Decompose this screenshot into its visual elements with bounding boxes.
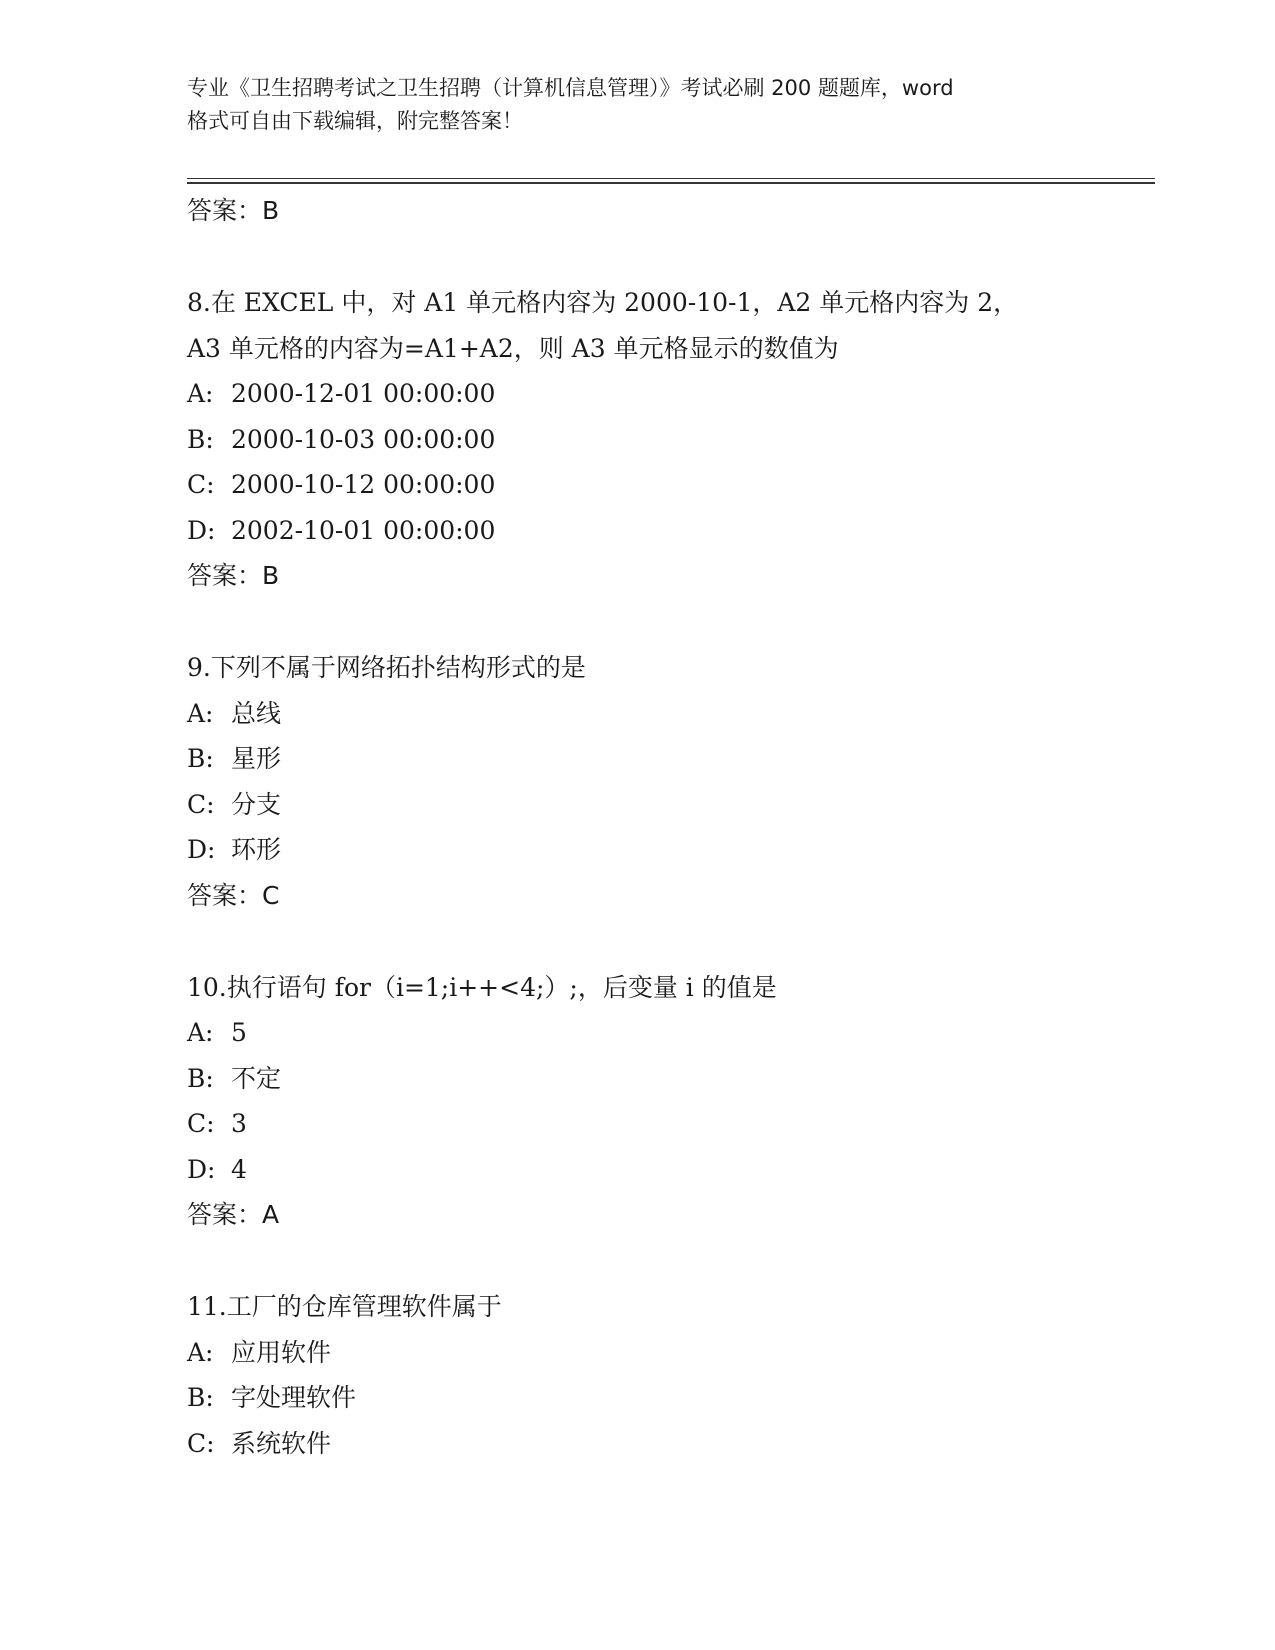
option-text: 环形 bbox=[231, 835, 282, 864]
option-label: A: bbox=[187, 1018, 214, 1047]
option-row bbox=[187, 1375, 1147, 1421]
previous-answer: 答案：B bbox=[187, 196, 280, 225]
option-row bbox=[187, 417, 1147, 463]
option-row bbox=[187, 371, 1147, 417]
option-label: A: bbox=[187, 379, 214, 408]
header-rule-thin bbox=[187, 178, 1155, 179]
question-block bbox=[187, 1284, 1147, 1466]
option-label: C: bbox=[187, 1109, 215, 1138]
question-list bbox=[187, 188, 1147, 1466]
option-text: 3 bbox=[231, 1109, 247, 1138]
option-text: 总线 bbox=[231, 698, 282, 728]
option-label: D: bbox=[187, 515, 216, 545]
option-label: A: bbox=[187, 698, 214, 728]
option-label: D: bbox=[187, 1154, 216, 1184]
question-stem: 8.在 EXCEL 中，对 A1 单元格内容为 2000-10-1，A2 单元格内容为 2， bbox=[187, 288, 1019, 317]
option-text: 星形 bbox=[231, 744, 282, 773]
header-rule-thick bbox=[187, 182, 1155, 184]
option-row bbox=[187, 782, 1147, 828]
question-stem: 10.执行语句 for（i=1;i++<4;）;，后变量 i 的值是 bbox=[187, 972, 777, 1002]
option-row bbox=[187, 1010, 1147, 1056]
option-label: C: bbox=[187, 470, 215, 499]
option-label: D: bbox=[187, 835, 216, 864]
option-text: 2000-10-03 00:00:00 bbox=[231, 424, 496, 454]
option-row bbox=[187, 508, 1147, 554]
option-row bbox=[187, 1147, 1147, 1193]
option-text: 2002-10-01 00:00:00 bbox=[231, 515, 496, 545]
option-label: C: bbox=[187, 789, 215, 819]
document-header bbox=[187, 72, 1087, 138]
option-text: 2000-12-01 00:00:00 bbox=[231, 379, 496, 408]
option-row bbox=[187, 1421, 1147, 1467]
option-row bbox=[187, 1330, 1147, 1376]
question-gap bbox=[187, 1237, 1147, 1284]
option-label: B: bbox=[187, 744, 214, 773]
question-block bbox=[187, 645, 1147, 918]
question-block bbox=[187, 965, 1147, 1238]
option-label: B: bbox=[187, 1383, 214, 1412]
question-block bbox=[187, 280, 1147, 598]
option-row bbox=[187, 691, 1147, 737]
option-label: A: bbox=[187, 1337, 214, 1367]
question-stem: 11.工厂的仓库管理软件属于 bbox=[187, 1292, 502, 1321]
header-line-2: 格式可自由下载编辑，附完整答案！ bbox=[187, 109, 523, 133]
option-row bbox=[187, 736, 1147, 782]
answer-line: 答案：C bbox=[187, 880, 280, 910]
header-line-1: 专业《卫生招聘考试之卫生招聘（计算机信息管理）》考试必刷 200 题题库，word bbox=[187, 76, 954, 100]
option-text: 系统软件 bbox=[231, 1428, 332, 1458]
option-label: B: bbox=[187, 424, 214, 454]
option-row bbox=[187, 1101, 1147, 1147]
question-gap bbox=[187, 598, 1147, 645]
option-row bbox=[187, 462, 1147, 508]
option-text: 5 bbox=[231, 1018, 247, 1047]
option-label: B: bbox=[187, 1063, 214, 1093]
option-text: 2000-10-12 00:00:00 bbox=[231, 470, 496, 499]
question-stem: 9.下列不属于网络拓扑结构形式的是 bbox=[187, 653, 586, 682]
question-stem: A3 单元格的内容为=A1+A2，则 A3 单元格显示的数值为 bbox=[187, 333, 839, 363]
option-text: 不定 bbox=[231, 1063, 282, 1093]
questions-container bbox=[187, 233, 1147, 1466]
option-row bbox=[187, 827, 1147, 873]
option-text: 分支 bbox=[231, 789, 282, 819]
option-text: 字处理软件 bbox=[231, 1383, 357, 1412]
option-text: 应用软件 bbox=[231, 1337, 332, 1367]
question-gap bbox=[187, 918, 1147, 965]
answer-line: 答案：B bbox=[187, 561, 280, 590]
answer-line: 答案：A bbox=[187, 1200, 280, 1229]
option-row bbox=[187, 1056, 1147, 1102]
question-gap bbox=[187, 233, 1147, 280]
option-label: C: bbox=[187, 1428, 215, 1458]
option-text: 4 bbox=[231, 1154, 247, 1184]
